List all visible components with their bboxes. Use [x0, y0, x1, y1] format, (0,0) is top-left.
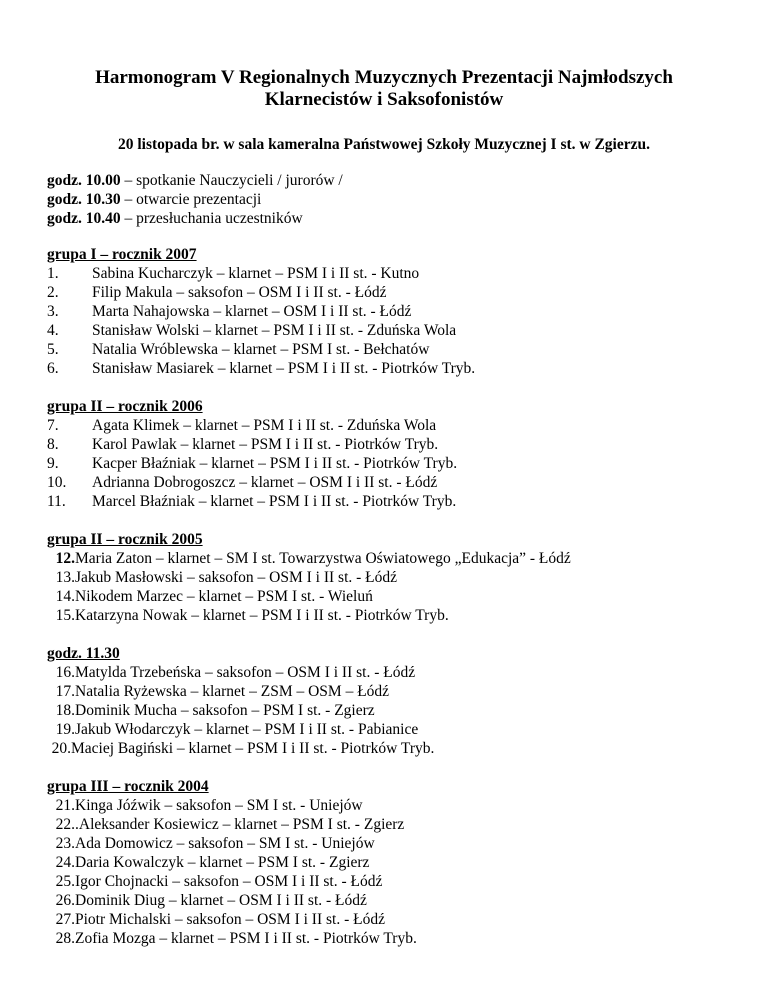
item-text: Marcel Błaźniak – klarnet – PSM I i II st. - Piotrków Tryb.	[92, 493, 457, 510]
item-number: 6.	[47, 360, 59, 377]
item-text: Agata Klimek – klarnet – PSM I i II st. - Zduńska Wola	[92, 417, 437, 434]
item-text: Nikodem Marzec – klarnet – PSM I st. - Wieluń	[75, 588, 373, 605]
schedule-text: – przesłuchania uczestników	[120, 210, 303, 227]
list-item	[47, 701, 375, 720]
item-text: Natalia Ryżewska – klarnet – ZSM – OSM – Łódź	[75, 683, 390, 700]
group-heading: grupa III – rocznik 2004	[47, 778, 209, 795]
session-heading: godz. 11.30	[47, 645, 120, 662]
schedule-time: godz. 10.40	[47, 210, 121, 227]
item-text: Adrianna Dobrogoszcz – klarnet – OSM I i II st. - Łódź	[92, 474, 438, 491]
item-number: 19.	[55, 721, 75, 738]
list-item	[47, 606, 449, 625]
item-number: 5.	[47, 341, 59, 358]
item-number: 7.	[47, 417, 59, 434]
list-item	[47, 834, 375, 853]
item-number: 3.	[47, 303, 59, 320]
list-item	[47, 891, 367, 910]
group-heading: grupa I – rocznik 2007	[47, 246, 197, 263]
schedule-text: – spotkanie Nauczycieli / jurorów /	[120, 172, 343, 189]
item-number: 24.	[55, 854, 75, 871]
item-number: 26.	[55, 892, 75, 909]
list-item	[47, 587, 373, 606]
item-text: Maria Zaton – klarnet – SM I st. Towarzystwa Oświatowego „Edukacja” - Łódź	[75, 550, 571, 567]
list-item	[47, 796, 363, 815]
item-text: Igor Chojnacki – saksofon – OSM I i II st. - Łódź	[75, 873, 383, 890]
item-number: 12.	[55, 550, 75, 567]
schedule-item	[47, 171, 343, 190]
item-number: 28.	[55, 930, 75, 947]
item-text: Kinga Jóźwik – saksofon – SM I st. - Uniejów	[75, 797, 363, 814]
list-item	[47, 815, 404, 834]
item-number: 22.	[55, 816, 75, 833]
item-text: Dominik Mucha – saksofon – PSM I st. - Zgierz	[75, 702, 375, 719]
list-item	[47, 720, 418, 739]
item-text: Maciej Bagiński – klarnet – PSM I i II st. - Piotrków Tryb.	[71, 740, 435, 757]
item-text: Filip Makula – saksofon – OSM I i II st. - Łódź	[92, 284, 387, 301]
item-text: Piotr Michalski – saksofon – OSM I i II st. - Łódź	[75, 911, 385, 928]
item-text: Jakub Włodarczyk – klarnet – PSM I i II st. - Pabianice	[75, 721, 419, 738]
group-heading: grupa II – rocznik 2006	[47, 398, 203, 415]
item-text: Ada Domowicz – saksofon – SM I st. - Uniejów	[75, 835, 375, 852]
item-number: 4.	[47, 322, 59, 339]
item-number: 18.	[55, 702, 75, 719]
schedule-item	[47, 190, 261, 209]
schedule-time: godz. 10.30	[47, 191, 121, 208]
item-number: 1.	[47, 265, 59, 282]
list-item	[47, 853, 369, 872]
list-item	[47, 663, 415, 682]
schedule-time: godz. 10.00	[47, 172, 121, 189]
item-number: 11.	[47, 493, 66, 510]
item-number: 8.	[47, 436, 59, 453]
item-text: Karol Pawlak – klarnet – PSM I i II st. - Piotrków Tryb.	[92, 436, 439, 453]
item-number: 25.	[55, 873, 75, 890]
item-text: Dominik Diug – klarnet – OSM I i II st. - Łódź	[75, 892, 367, 909]
list-item	[47, 910, 385, 929]
item-number: 23.	[55, 835, 75, 852]
schedule-item	[47, 209, 303, 228]
list-item	[47, 682, 389, 701]
list-item	[47, 568, 397, 587]
list-item	[47, 929, 417, 948]
document-title-line-1: Harmonogram V Regionalnych Muzycznych Prezentacji Najmłodszych	[95, 67, 673, 88]
item-text: .Aleksander Kosiewicz – klarnet – PSM I st. - Zgierz	[75, 816, 405, 833]
event-date-location: 20 listopada br. w sala kameralna Państwowej Szkoły Muzycznej I st. w Zgierzu.	[117, 136, 650, 153]
schedule-text: – otwarcie prezentacji	[120, 191, 262, 208]
list-item	[43, 739, 434, 758]
list-item	[47, 549, 571, 568]
item-text: Zofia Mozga – klarnet – PSM I i II st. - Piotrków Tryb.	[75, 930, 417, 947]
item-number: 27.	[55, 911, 75, 928]
item-number: 9.	[47, 455, 59, 472]
item-number: 14.	[55, 588, 75, 605]
item-text: Stanisław Masiarek – klarnet – PSM I i II st. - Piotrków Tryb.	[92, 360, 476, 377]
item-number: 15.	[55, 607, 75, 624]
item-text: Kacper Błaźniak – klarnet – PSM I i II st. - Piotrków Tryb.	[92, 455, 458, 472]
item-text: Daria Kowalczyk – klarnet – PSM I st. - Zgierz	[75, 854, 370, 871]
item-text: Sabina Kucharczyk – klarnet – PSM I i II st. - Kutno	[92, 265, 420, 282]
item-number: 21.	[55, 797, 75, 814]
item-text: Matylda Trzebeńska – saksofon – OSM I i II st. - Łódź	[75, 664, 416, 681]
item-number: 16.	[55, 664, 75, 681]
item-text: Marta Nahajowska – klarnet – OSM I i II st. - Łódź	[92, 303, 412, 320]
item-text: Stanisław Wolski – klarnet – PSM I i II st. - Zduńska Wola	[92, 322, 457, 339]
item-number: 10.	[47, 474, 67, 491]
item-text: Katarzyna Nowak – klarnet – PSM I i II st. - Piotrków Tryb.	[75, 607, 449, 624]
item-number: 20.	[51, 740, 71, 757]
item-number: 2.	[47, 284, 59, 301]
item-number: 13.	[55, 569, 75, 586]
item-text: Jakub Masłowski – saksofon – OSM I i II st. - Łódź	[75, 569, 398, 586]
document-title-line-2: Klarnecistów i Saksofonistów	[264, 89, 504, 110]
item-number: 17.	[55, 683, 75, 700]
item-text: Natalia Wróblewska – klarnet – PSM I st. - Bełchatów	[92, 341, 430, 358]
group-heading: grupa II – rocznik 2005	[47, 531, 203, 548]
list-item	[47, 872, 382, 891]
